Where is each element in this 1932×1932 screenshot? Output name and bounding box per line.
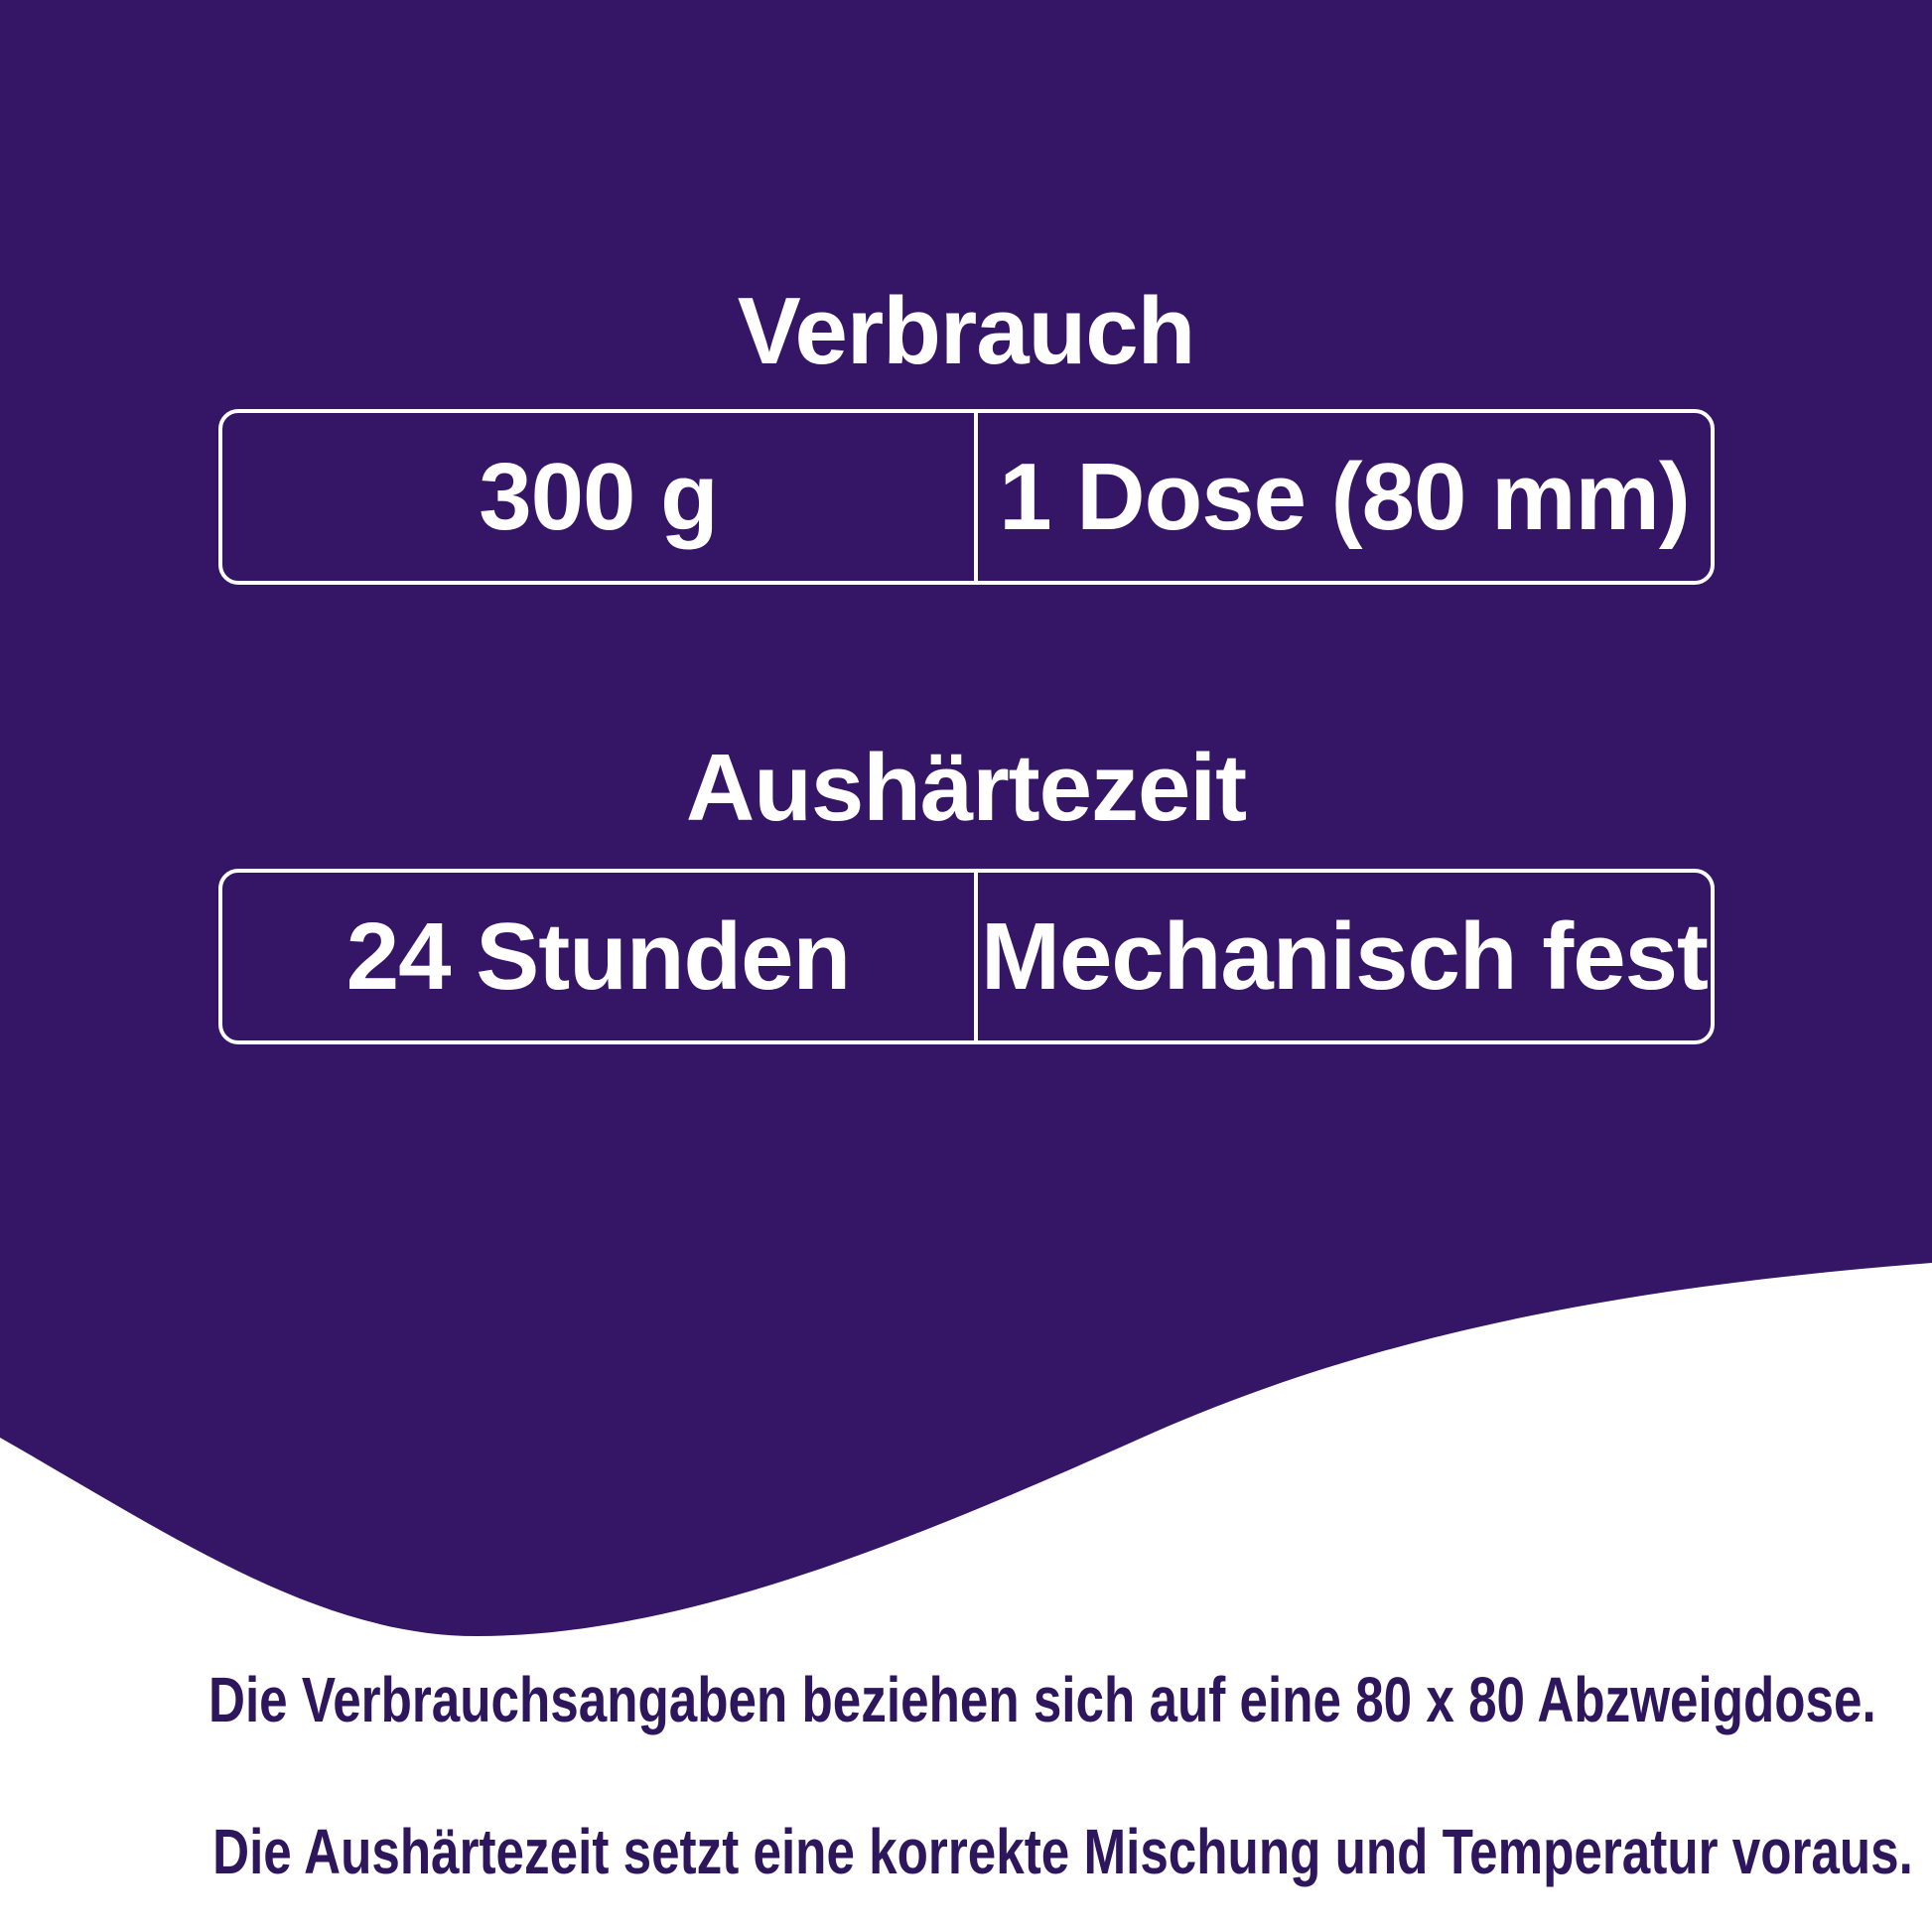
- aushaertezeit-table: [218, 869, 1715, 1044]
- section-title-verbrauch: Verbrauch: [737, 278, 1195, 384]
- aushaertezeit-result-cell: Mechanisch fest: [974, 873, 1711, 1040]
- footer-note-verbrauch: [0, 1664, 1932, 1735]
- footer-note-verbrauch-text: Die Verbrauchsangaben beziehen sich auf eine 80 x 80 Abzweigdose.: [207, 1664, 1876, 1735]
- footer-note-aushaertezeit-text: Die Aushärtezeit setzt eine korrekte Mischung und Temperatur voraus.: [212, 1816, 1913, 1887]
- section-title-aushaertezeit: Aushärtezeit: [685, 735, 1247, 841]
- verbrauch-unit-cell: 1 Dose (80 mm): [974, 413, 1711, 581]
- aushaertezeit-duration-cell: 24 Stunden: [345, 902, 851, 1010]
- footer-note-aushaertezeit: [0, 1816, 1932, 1887]
- verbrauch-amount-cell: 300 g: [479, 443, 718, 550]
- verbrauch-table: [218, 409, 1715, 585]
